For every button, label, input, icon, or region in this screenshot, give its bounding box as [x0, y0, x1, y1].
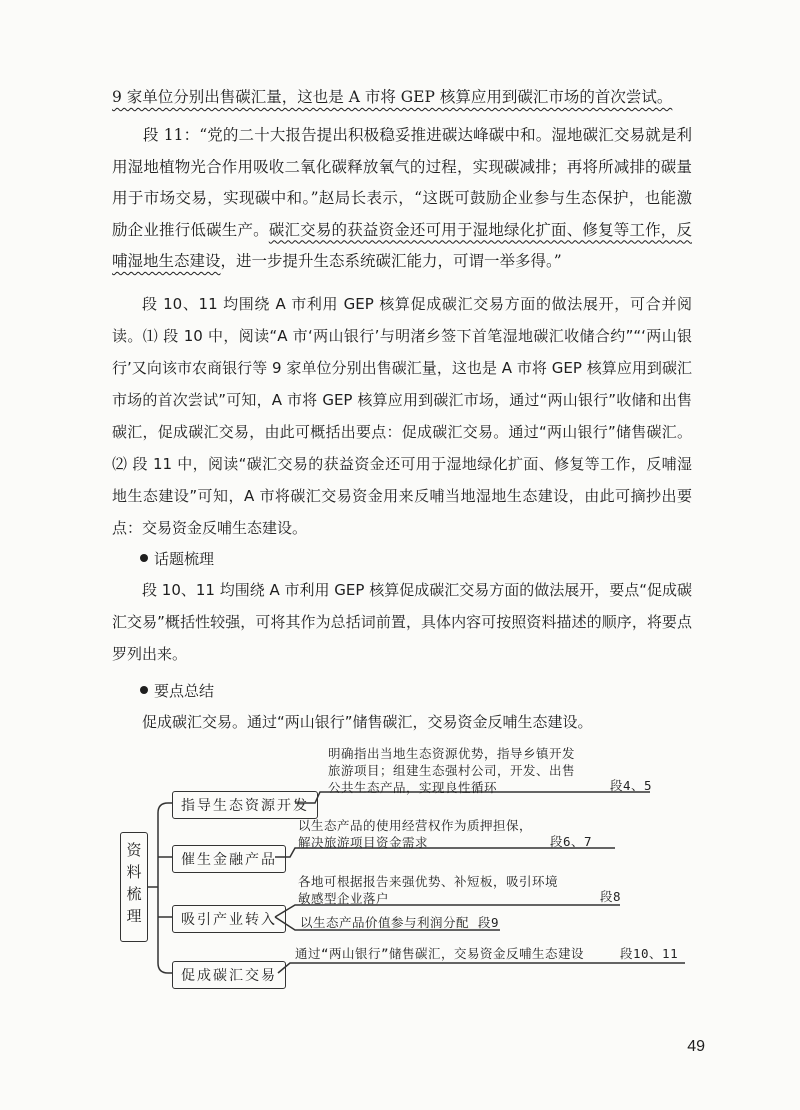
branch-note: 以生态产品的使用经营权作为质押担保， 解决旅游项目资金需求 [298, 818, 533, 850]
branch-ref: 段9 [478, 915, 500, 930]
mind-map-diagram [110, 745, 710, 1000]
underlined-text: 9 家单位分别出售碳汇量，这也是 A 市将 GEP 核算应用到碳汇市场的首次尝试。 [112, 88, 673, 106]
summary-heading: 要点总结 [140, 680, 214, 701]
bullet-icon [140, 554, 148, 562]
underlined-text: 碳汇交易的获益资金还可用于湿地绿化扩面、修复等工作，反哺湿地生态建设 [112, 220, 692, 270]
bullet-icon [140, 686, 148, 694]
topic-heading: 话题梳理 [140, 548, 214, 569]
branch-node: 指导生态资源开发 [172, 791, 318, 819]
branch-ref: 段4、5 [610, 778, 653, 793]
branch-note: 通过“两山银行”储售碳汇，交易资金反哺生态建设 [295, 946, 585, 961]
connector-line [278, 963, 685, 973]
paragraph-top [112, 82, 692, 114]
branch-ref: 段10、11 [620, 946, 679, 961]
root-node: 资 料 梳 理 [120, 832, 148, 942]
branch-node: 促成碳汇交易 [172, 961, 286, 989]
branch-note: 以生态产品价值参与利润分配 [300, 915, 470, 930]
branch-ref: 段8 [600, 889, 622, 904]
branch-node: 吸引产业转入 [172, 905, 286, 933]
topic-paragraph: 段 10、11 均围绕 A 市利用 GEP 核算促成碳汇交易方面的做法展开，要点“促成碳汇交易”概括性较强，可将其作为总括词前置，具体内容可按照资料描述的顺序，将要点罗列出来。 [112, 581, 692, 663]
branch-note: 明确指出当地生态资源优势，指导乡镇开发 旅游项目；组建生态强村公司，开发、出售 公共生态产品，实现良性循环 [328, 746, 576, 795]
summary-paragraph: 促成碳汇交易。通过“两山银行”储售碳汇，交易资金反哺生态建设。 [142, 713, 593, 731]
connector-line [158, 963, 172, 973]
analysis-paragraph: 段 10、11 均围绕 A 市利用 GEP 核算促成碳汇交易方面的做法展开，可合并阅读。⑴ 段 10 中，阅读“A 市‘两山银行’与明渚乡签下首笔湿地碳汇收储合约”“‘两山银行’又向该市农商银行等 9 家单位分别出售碳汇量，这也是 A 市将 GEP 核算应用到碳汇市场的首次尝试”可知，A 市将 GEP 核算应用到碳汇市场，通过“两山银行”收储和出售碳汇，促成碳汇交易，由此可概括出要点：促成碳汇交易。通过“两山银行”储售碳汇。⑵ 段 11 中，阅读“碳汇交易的获益资金还可用于湿地绿化扩面、修复等工作，反哺湿地生态建设”可知，A 市将碳汇交易资金用来反哺当地湿地生态建设，由此可摘抄出要点：交易资金反哺生态建设。 [112, 295, 692, 537]
branch-node: 催生金融产品 [172, 845, 286, 873]
paragraph-11: 段 11：“党的二十大报告提出积极稳妥推进碳达峰碳中和。湿地碳汇交易就是利用湿地植物光合作用吸收二氧化碳释放氧气的过程，实现碳减排；再将所减排的碳量用于市场交易，实现碳中和。”赵局长表示，“这既可鼓励企业参与生态保护，也能激励企业推行低碳生产。碳汇交易的获益资金还可用于湿地绿化扩面、修复等工作，反哺湿地生态建设，进一步提升生态系统碳汇能力，可谓一举多得。” [112, 126, 692, 270]
connector-line [158, 803, 172, 813]
page-number: 49 [687, 1038, 705, 1055]
branch-note: 各地可根据报告来强优势、补短板，吸引环境 敏感型企业落户 [298, 874, 559, 906]
branch-ref: 段6、7 [550, 834, 593, 849]
